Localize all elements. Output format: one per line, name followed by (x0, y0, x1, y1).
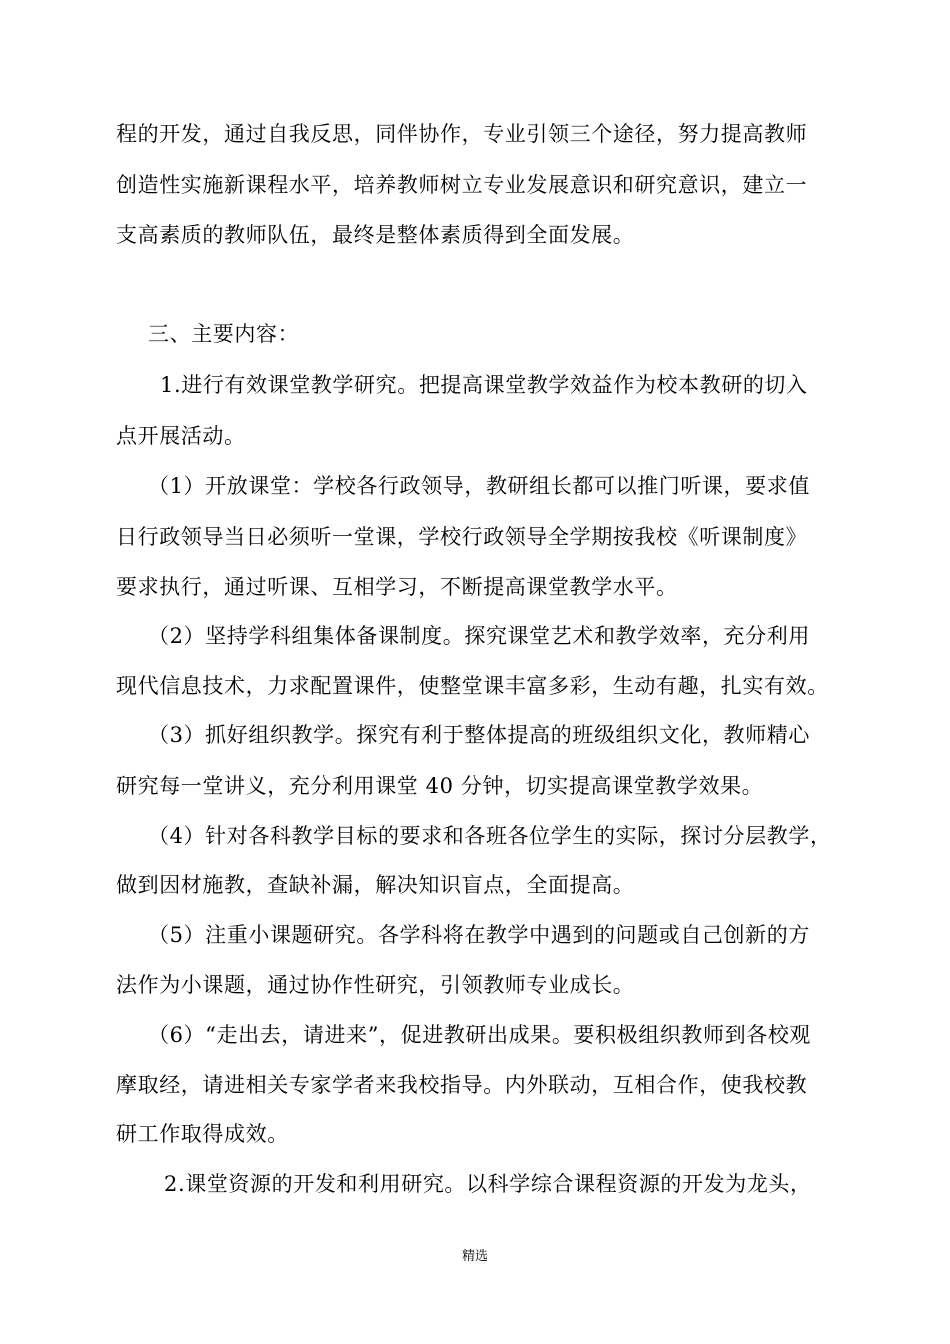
paragraph-line: （1）开放课堂：学校各行政领导，教研组长都可以推门听课，要求值 (148, 474, 810, 498)
paragraph-line: 法作为小课题，通过协作性研究，引领教师专业成长。 (116, 973, 635, 997)
paragraph-line: 日行政领导当日必须听一堂课，学校行政领导全学期按我校《听课制度》 (116, 525, 808, 549)
paragraph-line: 创造性实施新课程水平，培养教师树立专业发展意识和研究意识，建立一 (116, 173, 808, 197)
paragraph-line: 点开展活动。 (116, 424, 246, 448)
paragraph-line: 研究每一堂讲义，充分利用课堂 40 分钟，切实提高课堂教学效果。 (116, 774, 764, 798)
paragraph-line: 摩取经，请进相关专家学者来我校指导。内外联动，互相合作，使我校教 (116, 1073, 808, 1097)
paragraph-line: 做到因材施教，查缺补漏，解决知识盲点，全面提高。 (116, 873, 635, 897)
paragraph-line: （5）注重小课题研究。各学科将在教学中遇到的问题或自己创新的方 (148, 923, 810, 947)
paragraph-line: 现代信息技术，力求配置课件，使整堂课丰富多彩，生动有趣，扎实有效。 (116, 674, 829, 698)
paragraph-line: （6）“走出去，请进来”，促进教研出成果。要积极组织教师到各校观 (148, 1023, 812, 1047)
paragraph-line: 要求执行，通过听课、互相学习，不断提高课堂教学水平。 (116, 575, 678, 599)
section-heading: 三、主要内容： (148, 322, 300, 346)
paragraph-line: （2）坚持学科组集体备课制度。探究课堂艺术和教学效率，充分利用 (148, 624, 810, 648)
paragraph-line: 1.进行有效课堂教学研究。把提高课堂教学效益作为校本教研的切入 (160, 373, 808, 397)
page-footer: 精选 (461, 1249, 488, 1264)
paragraph-line: 研工作取得成效。 (116, 1122, 289, 1146)
paragraph-line: （4）针对各科教学目标的要求和各班各位学生的实际，探讨分层教学， (148, 824, 832, 848)
paragraph-line: （3）抓好组织教学。探究有利于整体提高的班级组织文化，教师精心 (148, 723, 810, 747)
paragraph-line: 支高素质的教师队伍，最终是整体素质得到全面发展。 (116, 223, 635, 247)
paragraph-line: 程的开发，通过自我反思，同伴协作，专业引领三个途径，努力提高教师 (116, 122, 808, 146)
paragraph-line: 2.课堂资源的开发和利用研究。以科学综合课程资源的开发为龙头， (164, 1172, 812, 1196)
